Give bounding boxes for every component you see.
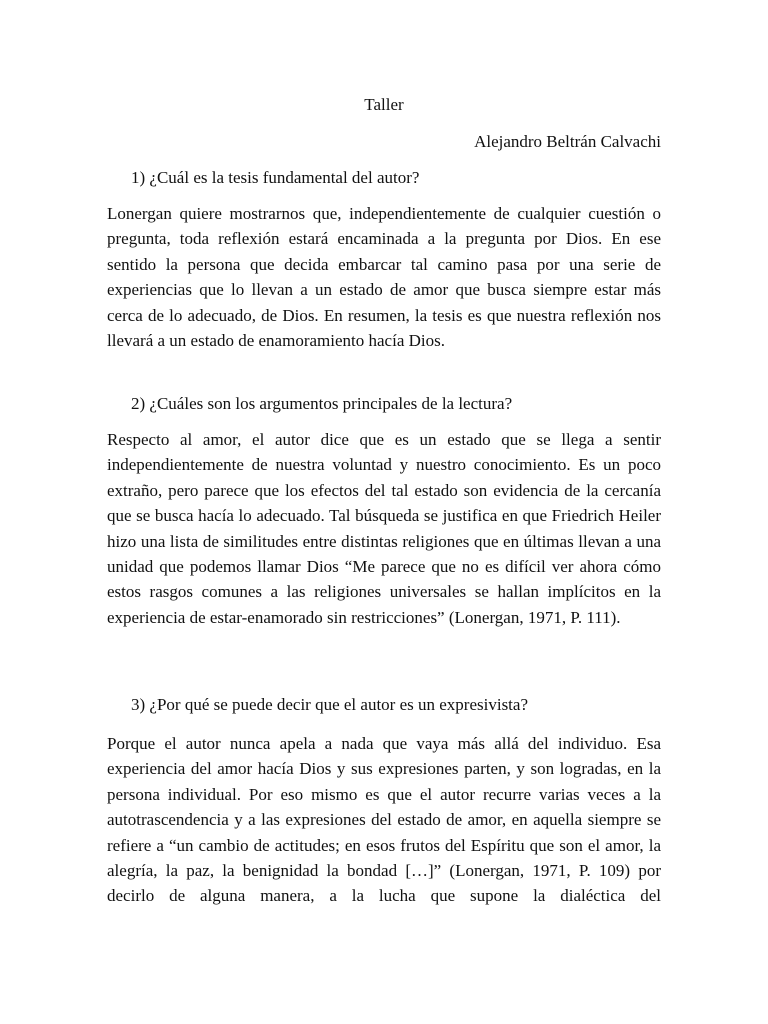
answer-2: Respecto al amor, el autor dice que es un estado que se llega a sentir independientemente de nuestra voluntad y nuestro conocimiento. Es un poco extraño, pero parece que los efectos del tal estado son evidencia de la cercanía que se busca hacía lo adecuado. Tal búsqueda se justifica en que Friedrich Heiler hizo una lista de similitudes entre distintas religiones que en últimas llevan a una unidad que podemos llamar Dios “Me parece que no es difícil ver ahora cómo estos rasgos comunes a las religiones universales se hallan implícitos en la experiencia de estar-enamorado sin restricciones” (Lonergan, 1971, P. 111). — [107, 430, 661, 627]
answer-3: Porque el autor nunca apela a nada que vaya más allá del individuo. Esa experiencia del amor hacía Dios y sus expresiones parten, y son logradas, en la persona individual. Por eso mismo es que el autor recurre varias veces a la autotrascendencia y a las expresiones del estado de amor, en aquella siempre se refiere a “un cambio de actitudes; en esos frutos del Espíritu que son el amor, la alegría, la paz, la benignidad la bondad […]” (Lonergan, 1971, P. 109) por decirlo de alguna manera, a la lucha que supone la dialéctica del — [107, 734, 661, 906]
document-title: Taller — [364, 95, 404, 114]
question-3: 3) ¿Por qué se puede decir que el autor es un expresivista? — [131, 695, 528, 714]
author-name: Alejandro Beltrán Calvachi — [474, 132, 661, 151]
question-2: 2) ¿Cuáles son los argumentos principales de la lectura? — [131, 394, 513, 413]
question-1: 1) ¿Cuál es la tesis fundamental del autor? — [131, 168, 420, 187]
answer-1: Lonergan quiere mostrarnos que, independientemente de cualquier cuestión o pregunta, toda reflexión estará encaminada a la pregunta por Dios. En ese sentido la persona que decida embarcar tal camino pasa por una serie de experiencias que lo llevan a un estado de amor que busca siempre estar más cerca de lo adecuado, de Dios. En resumen, la tesis es que nuestra reflexión nos llevará a un estado de enamoramiento hacía Dios. — [107, 204, 661, 351]
